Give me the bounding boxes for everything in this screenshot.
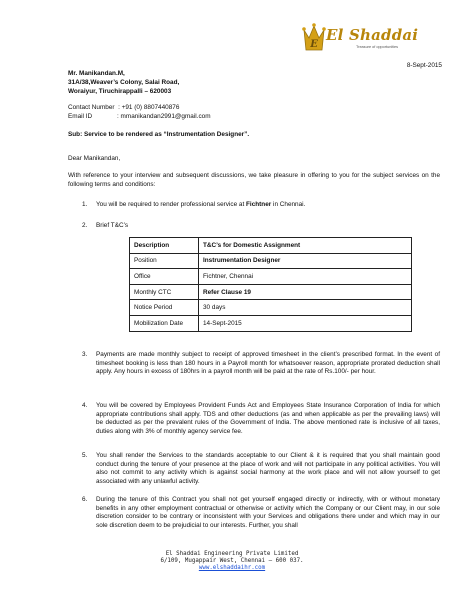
item-6-text: During the tenure of this Contract you shall not get yourself engaged directly or indirectly, with or without monetary benefits in any other employment contractual or otherwise or activity which the Company or our Client may, in our sole discretion consider to be contrary or inconsistent with your Services and obligations there under and which may in our sole discretion deem to be prejudicial to our interests. Further, you shall: [96, 496, 440, 529]
client-name: Fichtner: [246, 201, 272, 208]
footer-company: El Shaddai Engineering Private Limited: [165, 551, 299, 557]
table-cell: Refer Clause 19: [199, 284, 412, 300]
salutation: Dear Manikandan,: [68, 155, 121, 162]
table-row: [130, 253, 412, 269]
letter-date: 8-Sept-2015: [406, 62, 442, 69]
table-row: [130, 315, 412, 331]
page-footer: [0, 551, 464, 573]
item-5-text: You shall render the Services to the standards acceptable to our Client & it is required that you shall maintain good conduct during the tenure of your presence at the place of work and will not participate in any political activities. You will also not commit to any activity which is against social harmony at the work place and will not allow yourself to get associated with any unlawful activity.: [96, 452, 440, 485]
item-number: 2.: [82, 222, 88, 229]
table-cell: 30 days: [199, 300, 412, 316]
item-number: 4.: [82, 402, 88, 409]
item-3-text: Payments are made monthly subject to receipt of approved timesheet in the client’s prescribed format. In the event of timesheet booking is less than 180 hours in a Payroll month for whatsoever reason, appropriate prorated deduction shall apply. Any hours in excess of 180hrs in a payroll month will be paid at the rate of Rs.100/- per hour.: [96, 351, 440, 376]
item-number: 5.: [82, 452, 88, 459]
item-4-text: You will be covered by Employees Provident Funds Act and Employees State Insurance Corporation of India for which appropriate contributions shall apply. TDS and other deductions (as and when applicable as per the prevailing laws) will be deducted as per the prevalent rules of the Government of India. The above mentioned rate is inclusive of all taxes, duties along with 3% of monthly agency service fee.: [96, 402, 440, 435]
footer-website-link[interactable]: www.elshaddaihr.com: [198, 565, 266, 572]
logo-tagline: Treasure of opportunities: [356, 45, 399, 49]
logo-name: El Shaddai: [326, 26, 419, 44]
item-number: 1.: [82, 201, 88, 208]
table-cell: Instrumentation Designer: [199, 253, 412, 269]
email-id: Email ID : mmanikandan2991@gmail.com: [68, 113, 211, 120]
company-logo: [296, 8, 446, 60]
tc-table: [129, 237, 412, 332]
item-1-text-pre: You will be required to render professional service at: [96, 201, 247, 208]
item-1-text-post: in Chennai.: [271, 201, 306, 208]
contact-number: Contact Number : +91 (0) 8807440876: [68, 104, 180, 111]
table-cell: Notice Period: [130, 300, 199, 316]
table-row: [130, 300, 412, 316]
addressee-name: Mr. Manikandan.M,: [68, 70, 125, 77]
table-cell: 14-Sept-2015: [199, 315, 412, 331]
table-cell: Monthly CTC: [130, 284, 199, 300]
address-line-1: 31A/38,Weaver’s Colony, Salai Road,: [68, 79, 180, 86]
table-header-cell: T&C’s for Domestic Assignment: [199, 238, 412, 254]
subject-line: Sub: Service to be rendered as “Instrumentation Designer”.: [68, 131, 250, 138]
item-number: 3.: [82, 351, 88, 358]
crown-icon: [302, 20, 326, 54]
item-2-text: Brief T&C’s: [96, 222, 129, 229]
item-number: 6.: [82, 496, 88, 503]
footer-address: 6/109, Mugappair West, Chennai – 600 037.: [160, 558, 304, 565]
table-cell: Mobilization Date: [130, 315, 199, 331]
table-cell: Office: [130, 269, 199, 285]
intro-paragraph: With reference to your interview and subsequent discussions, we take pleasure in offering to you for the subject services on the following terms and conditions:: [68, 172, 440, 188]
address-line-2: Woraiyur, Tiruchirappalli – 620003: [68, 88, 172, 95]
table-header-cell: Description: [130, 238, 199, 254]
item-1-text: [96, 201, 305, 210]
table-row: [130, 284, 412, 300]
svg-text:E: E: [310, 39, 318, 50]
table-row: [130, 269, 412, 285]
table-cell: Position: [130, 253, 199, 269]
table-header-row: [130, 238, 412, 254]
table-cell: Fichtner, Chennai: [199, 269, 412, 285]
